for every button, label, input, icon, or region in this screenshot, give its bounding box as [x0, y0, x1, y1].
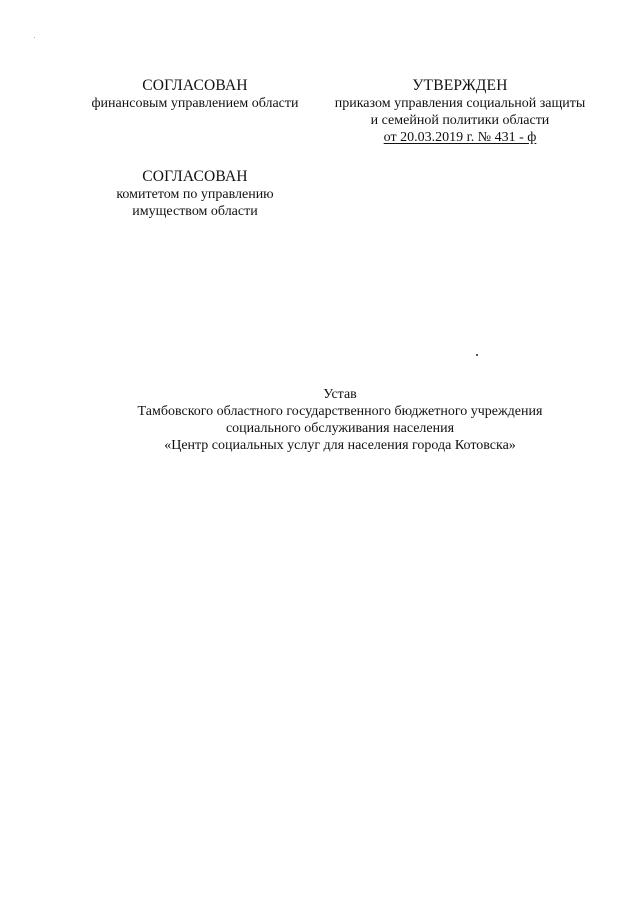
agreed-finance-authority: финансовым управлением области: [91, 96, 299, 111]
approved-order-line1: приказом управления социальной защиты: [334, 96, 586, 111]
charter-title: Устав: [323, 387, 357, 402]
agreed-property-line1: комитетом по управлению: [116, 187, 274, 202]
charter-institution-line1: Тамбовского областного государственного бюджетного учреждения: [137, 404, 543, 419]
scan-speck: [476, 354, 478, 356]
agreed-property-line2: имуществом области: [132, 204, 258, 219]
scan-speck: [34, 37, 35, 38]
approved-heading: УТВЕРЖДЕН: [412, 77, 508, 94]
agreed-property-block: [70, 168, 320, 220]
charter-institution-name: «Центр социальных услуг для населения города Котовска»: [164, 438, 516, 453]
charter-title-block: [90, 386, 590, 454]
charter-institution-line2: социального обслуживания населения: [225, 421, 455, 436]
approved-order-date-number: от 20.03.2019 г. № 431 - ф: [383, 130, 537, 145]
agreed-property-heading: СОГЛАСОВАН: [142, 168, 248, 185]
approved-order-line2: и семейной политики области: [370, 113, 550, 128]
agreed-finance-block: [70, 77, 320, 112]
approved-block: [310, 77, 610, 146]
agreed-finance-heading: СОГЛАСОВАН: [142, 77, 248, 94]
